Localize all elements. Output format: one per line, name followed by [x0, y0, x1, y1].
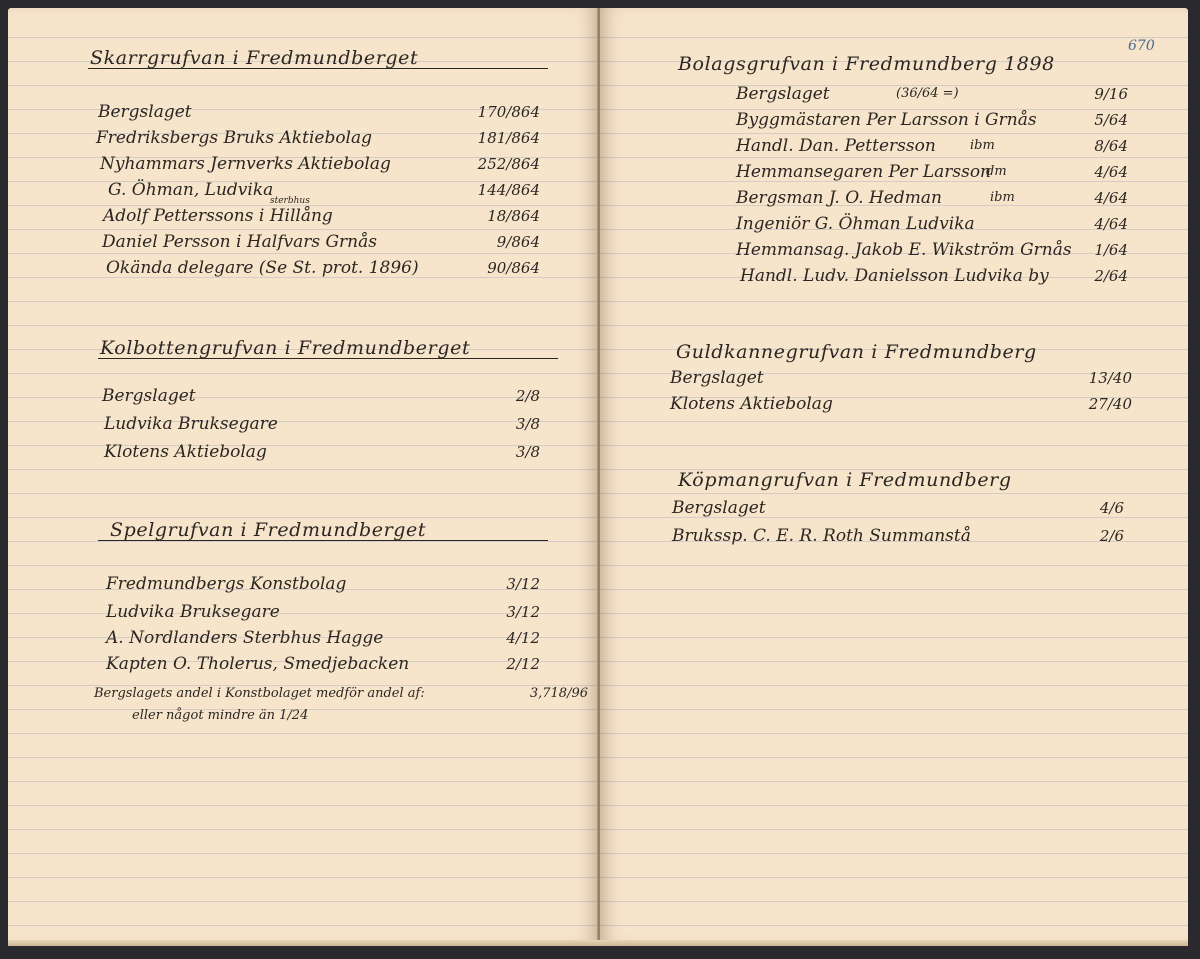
section-heading-bolagsgrufvan: Bolagsgrufvan i Fredmundberg 1898: [678, 53, 1055, 75]
share-fraction: 18/864: [487, 207, 540, 225]
section-heading-kolbottengrufvan: Kolbottengrufvan i Fredmundberget: [100, 337, 471, 359]
owner-note: ibm: [970, 138, 995, 153]
share-fraction: 2/12: [506, 655, 540, 673]
heading-underline: [98, 358, 558, 359]
share-fraction: 1/64: [1094, 241, 1128, 259]
owner-name: Kapten O. Tholerus, Smedjebacken: [106, 654, 410, 674]
section-heading-spelgrufvan: Spelgrufvan i Fredmundberget: [110, 519, 427, 541]
owner-name: Bergslaget: [736, 84, 830, 104]
interlinear-note: sterbhus: [270, 196, 310, 206]
owner-name: Handl. Ludv. Danielsson Ludvika by: [740, 266, 1049, 286]
annotation-note: Bergslagets andel i Konstbolaget medför andel af:: [94, 686, 425, 701]
section-heading-skarrgrufvan: Skarrgrufvan i Fredmundberget: [90, 47, 419, 69]
share-fraction: 2/8: [515, 387, 540, 405]
section-heading-guldkannegrufvan: Guldkannegrufvan i Fredmundberg: [676, 341, 1037, 363]
owner-name: Adolf Petterssons i Hillång: [103, 206, 333, 226]
heading-underline: [88, 68, 548, 69]
heading-underline: [98, 540, 548, 541]
owner-name: Klotens Aktiebolag: [670, 394, 833, 414]
right-page: [600, 8, 1188, 943]
owner-note: dm: [986, 164, 1007, 179]
share-fraction: 4/6: [1099, 499, 1124, 517]
share-fraction: 252/864: [477, 155, 540, 173]
share-fraction: 4/64: [1094, 163, 1128, 181]
share-fraction: 181/864: [477, 129, 540, 147]
owner-name: Hemmansegaren Per Larsson: [736, 162, 991, 182]
owner-name: Nyhammars Jernverks Aktiebolag: [100, 154, 391, 174]
share-fraction: 9/16: [1094, 85, 1128, 103]
owner-name: Daniel Persson i Halfvars Grnås: [102, 232, 377, 252]
owner-name: Bergslaget: [670, 368, 764, 388]
owner-name: A. Nordlanders Sterbhus Hagge: [106, 628, 384, 648]
left-page: [8, 8, 598, 943]
owner-name: Ludvika Bruksegare: [106, 602, 280, 622]
owner-name: Ludvika Bruksegare: [104, 414, 278, 434]
section-heading-kopmangrufvan: Köpmangrufvan i Fredmundberg: [678, 469, 1012, 491]
owner-note: ibm: [990, 190, 1015, 205]
owner-note: (36/64 =): [896, 86, 959, 101]
share-fraction: 13/40: [1088, 369, 1132, 387]
share-fraction: 5/64: [1094, 111, 1128, 129]
owner-name: Brukssp. C. E. R. Roth Summanstå: [672, 526, 971, 546]
owner-name: Ingeniör G. Öhman Ludvika: [736, 214, 975, 234]
owner-name: Byggmästaren Per Larsson i Grnås: [736, 110, 1037, 130]
share-fraction: 2/64: [1094, 267, 1128, 285]
owner-name: Hemmansag. Jakob E. Wikström Grnås: [736, 240, 1072, 260]
share-fraction: 9/864: [496, 233, 540, 251]
owner-name: Bergslaget: [98, 102, 192, 122]
share-fraction: 27/40: [1088, 395, 1132, 413]
owner-name: Klotens Aktiebolag: [104, 442, 267, 462]
owner-name: Bergslaget: [672, 498, 766, 518]
share-fraction: 8/64: [1094, 137, 1128, 155]
share-fraction: 3/12: [506, 603, 540, 621]
share-fraction: 3/12: [506, 575, 540, 593]
annotation-note: eller något mindre än 1/24: [132, 708, 309, 723]
share-fraction: 90/864: [487, 259, 540, 277]
share-fraction: 3/8: [515, 415, 540, 433]
page-edge: [8, 940, 1188, 946]
share-fraction: 4/12: [506, 629, 540, 647]
share-fraction: 4/64: [1094, 189, 1128, 207]
share-fraction: 170/864: [477, 103, 540, 121]
share-fraction: 3/8: [515, 443, 540, 461]
owner-name: Fredriksbergs Bruks Aktiebolag: [96, 128, 373, 148]
owner-name: G. Öhman, Ludvika: [108, 180, 274, 200]
owner-name: Bergsman J. O. Hedman: [736, 188, 942, 208]
share-fraction: 4/64: [1094, 215, 1128, 233]
owner-name: Fredmundbergs Konstbolag: [106, 574, 347, 594]
owner-name: Okända delegare (Se St. prot. 1896): [106, 258, 419, 278]
owner-name: Bergslaget: [102, 386, 196, 406]
share-fraction: 2/6: [1099, 527, 1124, 545]
owner-name: Handl. Dan. Pettersson: [736, 136, 936, 156]
annotation-fraction: 3,718/96: [529, 686, 588, 701]
folio-number: 670: [1128, 38, 1155, 54]
share-fraction: 144/864: [477, 181, 540, 199]
